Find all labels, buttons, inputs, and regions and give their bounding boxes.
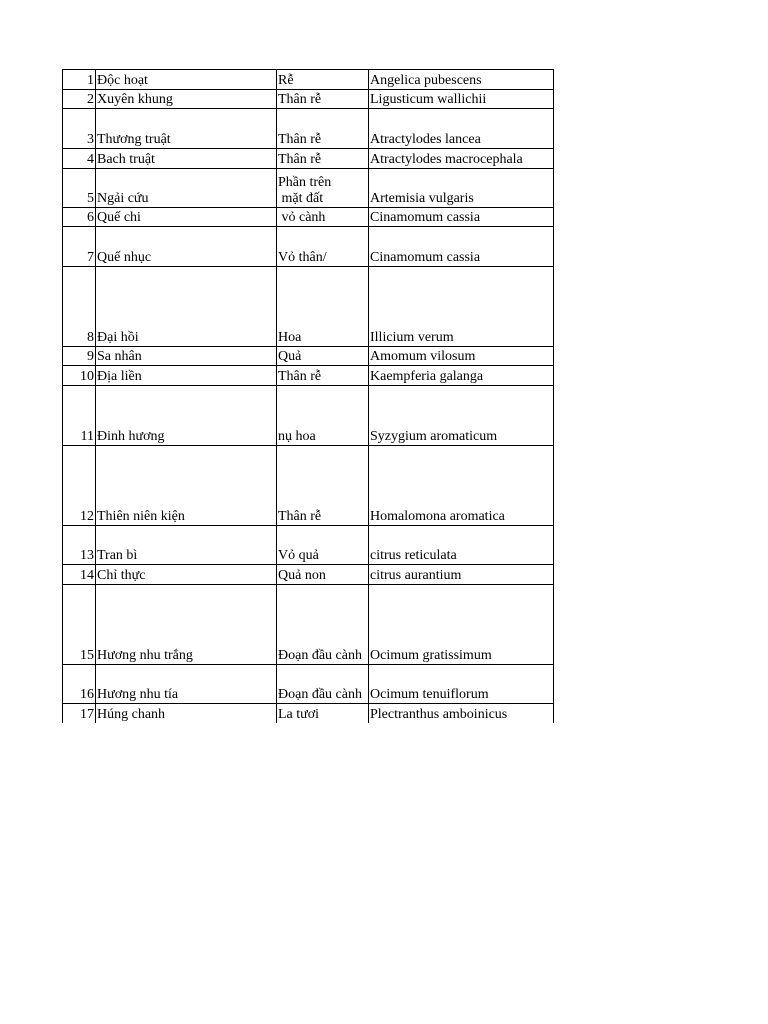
table-row	[63, 70, 554, 90]
herb-name: Bach truật	[96, 149, 277, 169]
herb-name: Quế chi	[96, 208, 277, 227]
herb-latin-name: Ligusticum wallichii	[369, 90, 554, 109]
row-number: 14	[63, 565, 96, 585]
table-row	[63, 149, 554, 169]
herb-latin-name: Kaempferia galanga	[369, 366, 554, 386]
table-row	[63, 526, 554, 565]
table-row	[63, 585, 554, 665]
herb-part: Quả	[277, 347, 369, 366]
herb-latin-name: Atractylodes macrocephala	[369, 149, 554, 169]
table-row	[63, 267, 554, 347]
herb-name: Thiên niên kiện	[96, 446, 277, 526]
herb-latin-name: Atractylodes lancea	[369, 109, 554, 149]
herb-name: Húng chanh	[96, 704, 277, 723]
herb-latin-name: Illicium verum	[369, 267, 554, 347]
herb-name: Đinh hương	[96, 386, 277, 446]
row-number: 7	[63, 227, 96, 267]
herb-latin-name: Cinamomum cassia	[369, 227, 554, 267]
herb-part: Rễ	[277, 70, 369, 90]
herb-part: Thân rễ	[277, 109, 369, 149]
herb-part: Thân rễ	[277, 90, 369, 109]
herb-part: Phần trên mặt đất	[277, 169, 369, 208]
herb-name: Ngải cứu	[96, 169, 277, 208]
herb-name: Thương truật	[96, 109, 277, 149]
table-row	[63, 366, 554, 386]
herb-latin-name: citrus reticulata	[369, 526, 554, 565]
herb-part: nụ hoa	[277, 386, 369, 446]
herb-name: Quế nhục	[96, 227, 277, 267]
row-number: 13	[63, 526, 96, 565]
table-row	[63, 565, 554, 585]
row-number: 1	[63, 70, 96, 90]
herb-part: Thân rễ	[277, 446, 369, 526]
row-number: 6	[63, 208, 96, 227]
row-number: 17	[63, 704, 96, 723]
table-row	[63, 109, 554, 149]
table-row	[63, 704, 554, 723]
herb-name: Hương nhu tía	[96, 665, 277, 704]
row-number: 9	[63, 347, 96, 366]
herb-part: Vỏ thân/	[277, 227, 369, 267]
herb-name: Đại hồi	[96, 267, 277, 347]
herb-latin-name: Ocimum gratissimum	[369, 585, 554, 665]
table-row	[63, 90, 554, 109]
herb-name: Sa nhân	[96, 347, 277, 366]
table-row	[63, 665, 554, 704]
herb-part: vỏ cành	[277, 208, 369, 227]
herb-latin-name: Angelica pubescens	[369, 70, 554, 90]
herb-latin-name: Plectranthus amboinicus	[369, 704, 554, 723]
herb-latin-name: Syzygium aromaticum	[369, 386, 554, 446]
herb-part: Vỏ quả	[277, 526, 369, 565]
herb-name: Hương nhu trắng	[96, 585, 277, 665]
row-number: 16	[63, 665, 96, 704]
herb-latin-name: Ocimum tenuiflorum	[369, 665, 554, 704]
herb-name: Tran bì	[96, 526, 277, 565]
table-row	[63, 227, 554, 267]
herb-latin-name: citrus aurantium	[369, 565, 554, 585]
herb-part: Hoa	[277, 267, 369, 347]
herb-latin-name: Artemisia vulgaris	[369, 169, 554, 208]
herb-name: Xuyên khung	[96, 90, 277, 109]
table-row	[63, 169, 554, 208]
row-number: 8	[63, 267, 96, 347]
herb-part: Thân rễ	[277, 149, 369, 169]
herb-part: Quả non	[277, 565, 369, 585]
herb-table	[62, 69, 554, 723]
row-number: 3	[63, 109, 96, 149]
herb-part: Đoạn đầu cành	[277, 585, 369, 665]
table-row	[63, 208, 554, 227]
herb-name: Độc hoạt	[96, 70, 277, 90]
row-number: 5	[63, 169, 96, 208]
herb-name: Chỉ thực	[96, 565, 277, 585]
herb-name: Địa liền	[96, 366, 277, 386]
herb-latin-name: Homalomona aromatica	[369, 446, 554, 526]
row-number: 15	[63, 585, 96, 665]
table-row	[63, 347, 554, 366]
herb-part: La tươi	[277, 704, 369, 723]
herb-latin-name: Cinamomum cassia	[369, 208, 554, 227]
row-number: 2	[63, 90, 96, 109]
row-number: 12	[63, 446, 96, 526]
row-number: 11	[63, 386, 96, 446]
row-number: 10	[63, 366, 96, 386]
herb-part: Thân rễ	[277, 366, 369, 386]
table-row	[63, 446, 554, 526]
herb-part: Đoạn đầu cành	[277, 665, 369, 704]
row-number: 4	[63, 149, 96, 169]
herb-latin-name: Amomum vilosum	[369, 347, 554, 366]
table-row	[63, 386, 554, 446]
